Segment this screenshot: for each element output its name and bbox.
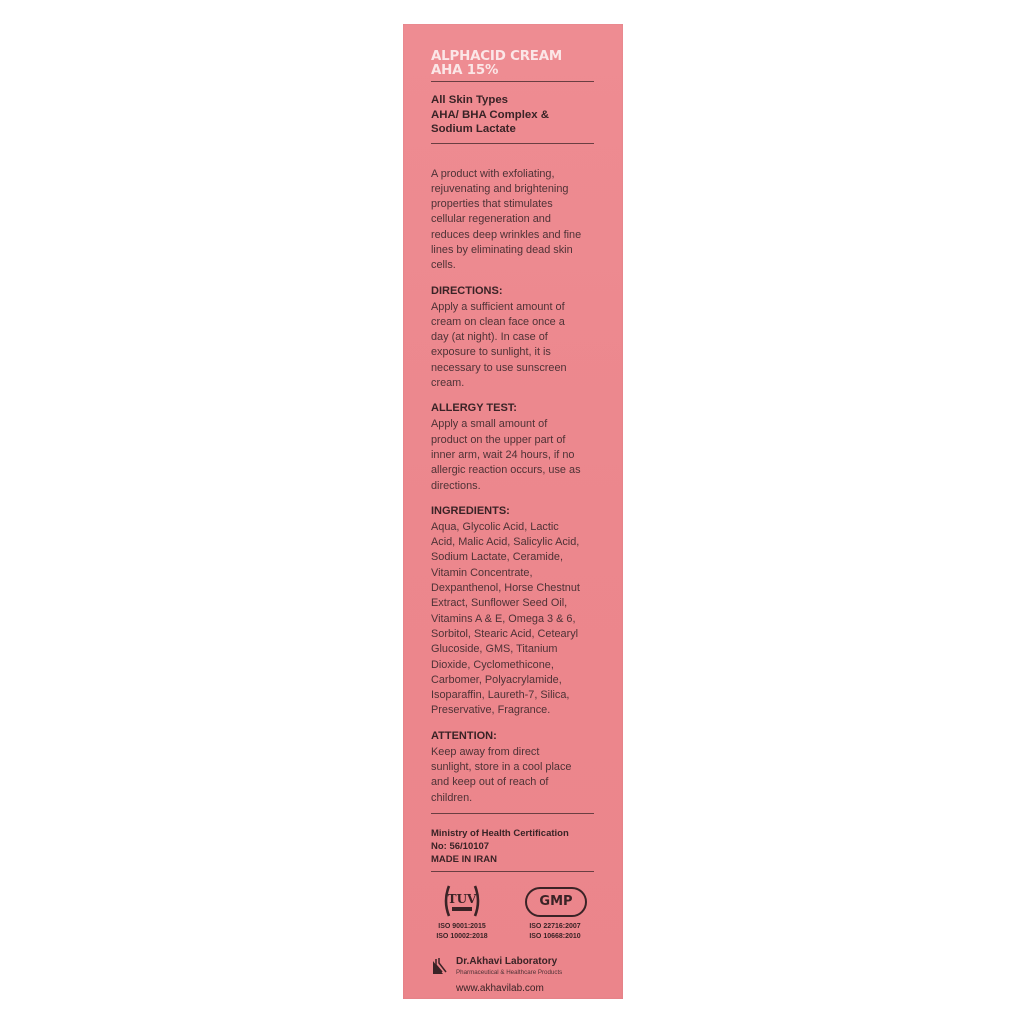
- ingredients-line: Vitamin Concentrate,: [431, 566, 533, 579]
- subtitle-line: AHA/ BHA Complex &: [431, 108, 549, 121]
- description-line: cells.: [431, 259, 456, 272]
- certification-number: No: 56/10107: [431, 841, 490, 853]
- subtitle-line: Sodium Lactate: [431, 123, 516, 135]
- description-line: reduces deep wrinkles and fine: [431, 228, 582, 241]
- gmp-logo: GMP: [525, 887, 587, 917]
- ingredients-line: Sorbitol, Stearic Acid, Cetearyl: [431, 627, 579, 640]
- directions-text: [431, 300, 593, 392]
- product-title-line-2: AHA 15%: [431, 63, 499, 78]
- product-subtitle: [431, 93, 593, 137]
- title-divider: [431, 81, 594, 82]
- made-in-label: MADE IN IRAN: [431, 854, 497, 866]
- ingredients-line: Extract, Sunflower Seed Oil,: [431, 597, 568, 610]
- iso-standard: ISO 10668:2010: [529, 932, 581, 940]
- attention-line: sunlight, store in a cool place: [431, 761, 572, 773]
- tuv-logo-icon: [441, 883, 483, 919]
- certification-line: Ministry of Health Certification: [431, 827, 569, 839]
- subtitle-divider: [431, 143, 594, 144]
- allergy-test-line: allergic reaction occurs, use as: [431, 464, 581, 477]
- certification-block: [431, 827, 593, 867]
- directions-line: cream on clean face once a: [431, 315, 565, 328]
- ingredients-line: Acid, Malic Acid, Salicylic Acid,: [431, 536, 580, 549]
- ingredients-line: Vitamins A & E, Omega 3 & 6,: [431, 612, 576, 625]
- allergy-test-text: [431, 417, 593, 493]
- certification-divider: [431, 871, 594, 872]
- iso-standard: ISO 10002:2018: [436, 932, 488, 940]
- ingredients-line: Isoparaffin, Laureth-7, Silica,: [431, 689, 570, 702]
- directions-heading: DIRECTIONS:: [431, 284, 503, 297]
- allergy-test-heading: ALLERGY TEST:: [431, 402, 517, 415]
- allergy-test-line: product on the upper part of: [431, 433, 566, 446]
- ingredients-text: [431, 520, 593, 719]
- attention-text: [431, 745, 593, 806]
- gmp-iso-standards: [519, 922, 591, 942]
- tuv-iso-standards: [431, 922, 493, 942]
- subtitle-line: All Skin Types: [431, 94, 509, 106]
- attention-divider: [431, 813, 594, 814]
- directions-line: necessary to use sunscreen: [431, 361, 567, 374]
- ingredients-line: Dioxide, Cyclomethicone,: [431, 658, 554, 671]
- ingredients-line: Glucoside, GMS, Titanium: [431, 643, 558, 656]
- manufacturer-name: Dr.Akhavi Laboratory: [456, 955, 558, 967]
- allergy-test-line: directions.: [431, 479, 481, 492]
- directions-line: exposure to sunlight, it is: [431, 346, 551, 359]
- description-line: rejuvenating and brightening: [431, 182, 569, 195]
- attention-line: children.: [431, 791, 473, 804]
- product-title: [431, 50, 593, 78]
- laboratory-logo-icon: [432, 957, 450, 975]
- allergy-test-line: inner arm, wait 24 hours, if no: [431, 448, 575, 461]
- description-line: properties that stimulates: [431, 198, 553, 211]
- ingredients-line: Aqua, Glycolic Acid, Lactic: [431, 520, 559, 533]
- description-line: A product with exfoliating,: [431, 167, 555, 180]
- attention-heading: ATTENTION:: [431, 729, 497, 742]
- ingredients-line: Preservative, Fragrance.: [431, 704, 551, 717]
- product-box-side-panel: [403, 24, 623, 999]
- ingredients-heading: INGREDIENTS:: [431, 504, 510, 517]
- certification-logos: [431, 883, 593, 953]
- directions-line: day (at night). In case of: [431, 331, 548, 344]
- iso-standard: ISO 22716:2007: [529, 922, 581, 930]
- manufacturer-tagline: Pharmaceutical & Healthcare Products: [456, 968, 563, 976]
- product-title-line-1: ALPHACID CREAM: [431, 49, 563, 64]
- attention-line: Keep away from direct: [431, 745, 540, 758]
- attention-line: and keep out of reach of: [431, 776, 549, 789]
- directions-line: Apply a sufficient amount of: [431, 300, 565, 313]
- manufacturer-block: [431, 954, 593, 998]
- manufacturer-website: www.akhavilab.com: [456, 982, 544, 994]
- ingredients-line: Carbomer, Polyacrylamide,: [431, 673, 562, 686]
- panel-content: [431, 50, 593, 998]
- description-line: cellular regeneration and: [431, 213, 551, 226]
- iso-standard: ISO 9001:2015: [438, 922, 486, 930]
- ingredients-line: Dexpanthenol, Horse Chestnut: [431, 582, 580, 595]
- ingredients-line: Sodium Lactate, Ceramide,: [431, 551, 563, 564]
- allergy-test-line: Apply a small amount of: [431, 418, 548, 431]
- directions-line: cream.: [431, 377, 465, 390]
- description-line: lines by eliminating dead skin: [431, 243, 573, 256]
- product-description: [431, 167, 593, 274]
- tuv-logo-text: TUV: [447, 891, 477, 906]
